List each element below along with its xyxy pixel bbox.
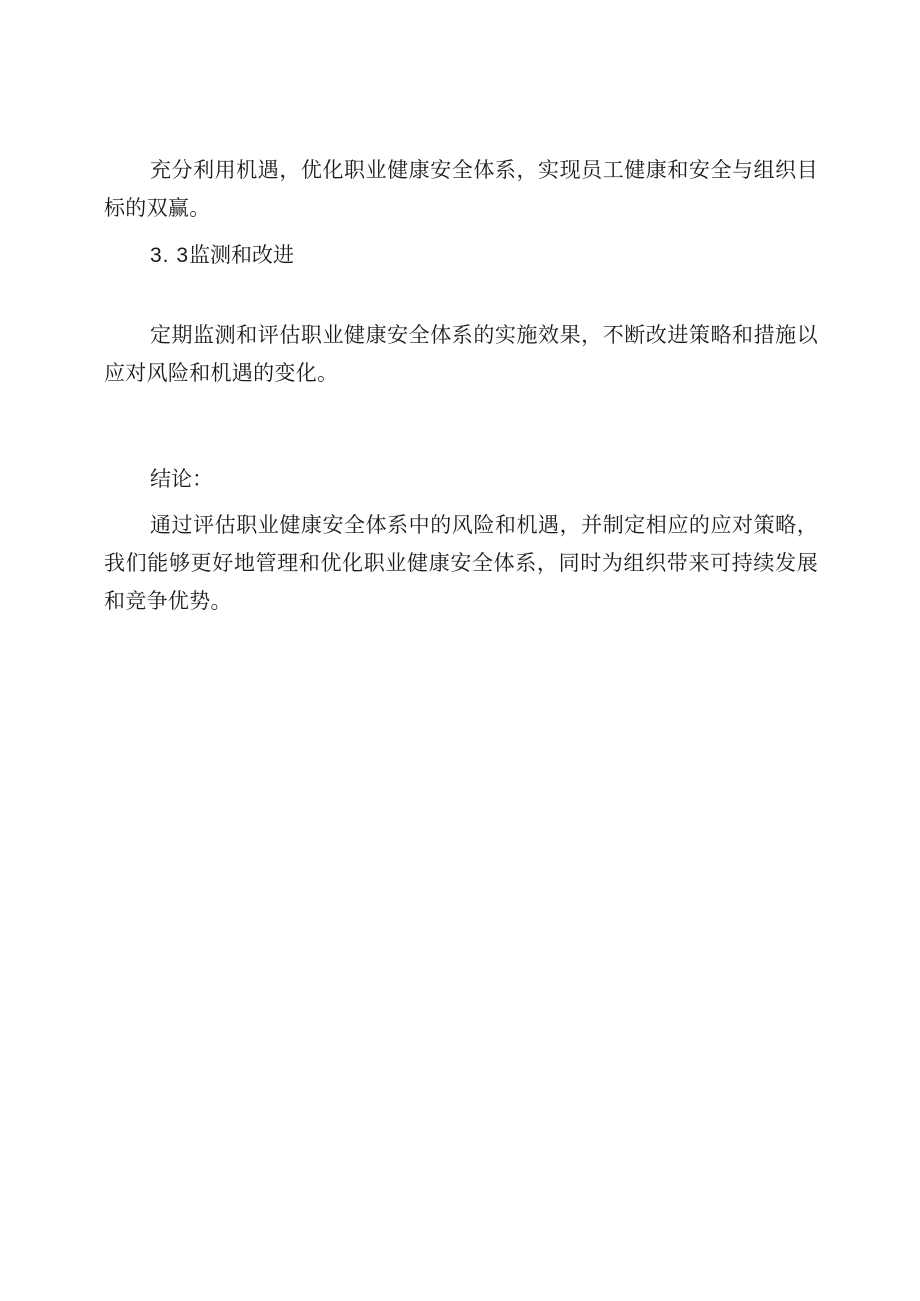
conclusion-heading: 结论： [150,467,213,491]
section-heading [150,240,294,271]
body-paragraph: 定期监测和评估职业健康安全体系的实施效果，不断改进策略和措施以应对风险和机遇的变化。 [104,323,818,385]
section-title: 监测和改进 [189,243,295,267]
section-number: 3. 3 [150,244,190,267]
conclusion-paragraph: 通过评估职业健康安全体系中的风险和机遇，并制定相应的应对策略，我们能够更好地管理和优化职业健康安全体系，同时为组织带来可持续发展和竞争优势。 [104,513,818,613]
body-paragraph: 充分利用机遇，优化职业健康安全体系，实现员工健康和安全与组织目标的双赢。 [104,158,818,220]
